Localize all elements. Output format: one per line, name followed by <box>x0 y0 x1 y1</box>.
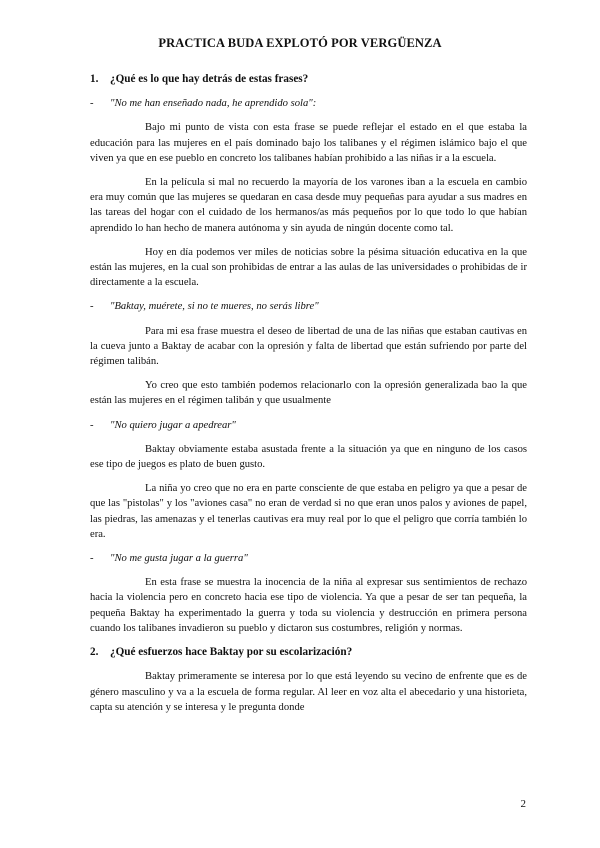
paragraph: Hoy en día podemos ver miles de noticias sobre la pésima situación educativa en la que están las mujeres, en la cual son prohibidas de entrar a las aulas de las universidades o prohibidas de ir directamente a la escuela. <box>90 246 527 289</box>
paragraph: Yo creo que esto también podemos relacionarlo con la opresión generalizada bao la que están las mujeres en el régimen talibán y que usualmente <box>90 380 527 407</box>
list-dash: - <box>90 419 94 431</box>
question-heading-2 <box>90 645 527 660</box>
quote-item-1 <box>90 96 527 111</box>
paragraph: Baktay primeramente se interesa por lo que está leyendo su vecino de enfrente que es de género masculino y va a la escuela de forma regular. Al leer en voz alta el abecedario y una historieta, capta su atención y se interesa y le pregunta donde <box>90 671 527 713</box>
question-number: 2. <box>90 646 99 659</box>
quote-text: "No quiero jugar a apedrear" <box>110 419 236 431</box>
paragraph: En esta frase se muestra la inocencia de la niña al expresar sus sentimientos de rechazo hacia la violencia pero en concreto hacia ese tipo de violencia. Ya que a pesar de ser tan pequeña, la pequeña Baktay ha experimentado la guerra y toda su violencia y destrucción en primera persona cuando los talibanes invadieron su pueblo y dictaron sus costumbres, religión y normas. <box>90 577 527 634</box>
document-body <box>90 72 527 724</box>
question-text: ¿Qué esfuerzos hace Baktay por su escolarización? <box>110 646 353 659</box>
quote-item-4 <box>90 551 527 566</box>
paragraph: En la película si mal no recuerdo la mayoría de los varones iban a la escuela en cambio era muy común que las mujeres se quedaran en casa desde muy pequeñas para ayudar a sus madres en las tareas del hogar con el cuidado de los hermanos/as más pequeños por lo que todo lo que habían aprendido lo han hecho de manera autónoma y sin ayuda de ningún docente como tal. <box>90 177 527 234</box>
list-dash: - <box>90 98 94 110</box>
quote-text: "No me gusta jugar a la guerra" <box>110 553 248 565</box>
question-text: ¿Qué es lo que hay detrás de estas frases? <box>110 73 309 85</box>
list-dash: - <box>90 301 94 313</box>
paragraph: Bajo mi punto de vista con esta frase se puede reflejar el estado en el que estaba la educación para las mujeres en el país dominado bajo los talibanes y el régimen islámico bajo el que viven ya que en ese pueblo en concreto los talibanes habían prohibido a las niñas ir a la escuela. <box>90 122 527 164</box>
page-number: 2 <box>520 798 526 810</box>
quote-item-3 <box>90 418 527 433</box>
paragraph: Para mi esa frase muestra el deseo de libertad de una de las niñas que estaban cautivas en la cueva junto a Baktay de acabar con la opresión y falta de libertad que están sufriendo por parte del régimen talibán. <box>90 325 527 368</box>
document-title: PRACTICA BUDA EXPLOTÓ POR VERGÜENZA <box>158 36 442 50</box>
quote-item-2 <box>90 299 527 314</box>
paragraph: La niña yo creo que no era en parte consciente de que estaba en peligro ya que a pesar de que las "pistolas" y los "aviones casa" no eran de verdad si no que eran unos palos y aviones de papel, las piedras, las amenazas y el tenerlas cautivas era muy real por lo que el peligro que corría también lo era. <box>90 483 527 540</box>
question-number: 1. <box>90 73 99 85</box>
paragraph: Baktay obviamente estaba asustada frente a la situación ya que en ninguno de los casos ese tipo de juegos es plato de buen gusto. <box>90 443 527 471</box>
question-heading-1 <box>90 72 527 87</box>
list-dash: - <box>90 553 94 565</box>
quote-text: "No me han enseñado nada, he aprendido sola": <box>110 98 317 110</box>
quote-text: "Baktay, muérete, si no te mueres, no serás libre" <box>110 301 319 313</box>
